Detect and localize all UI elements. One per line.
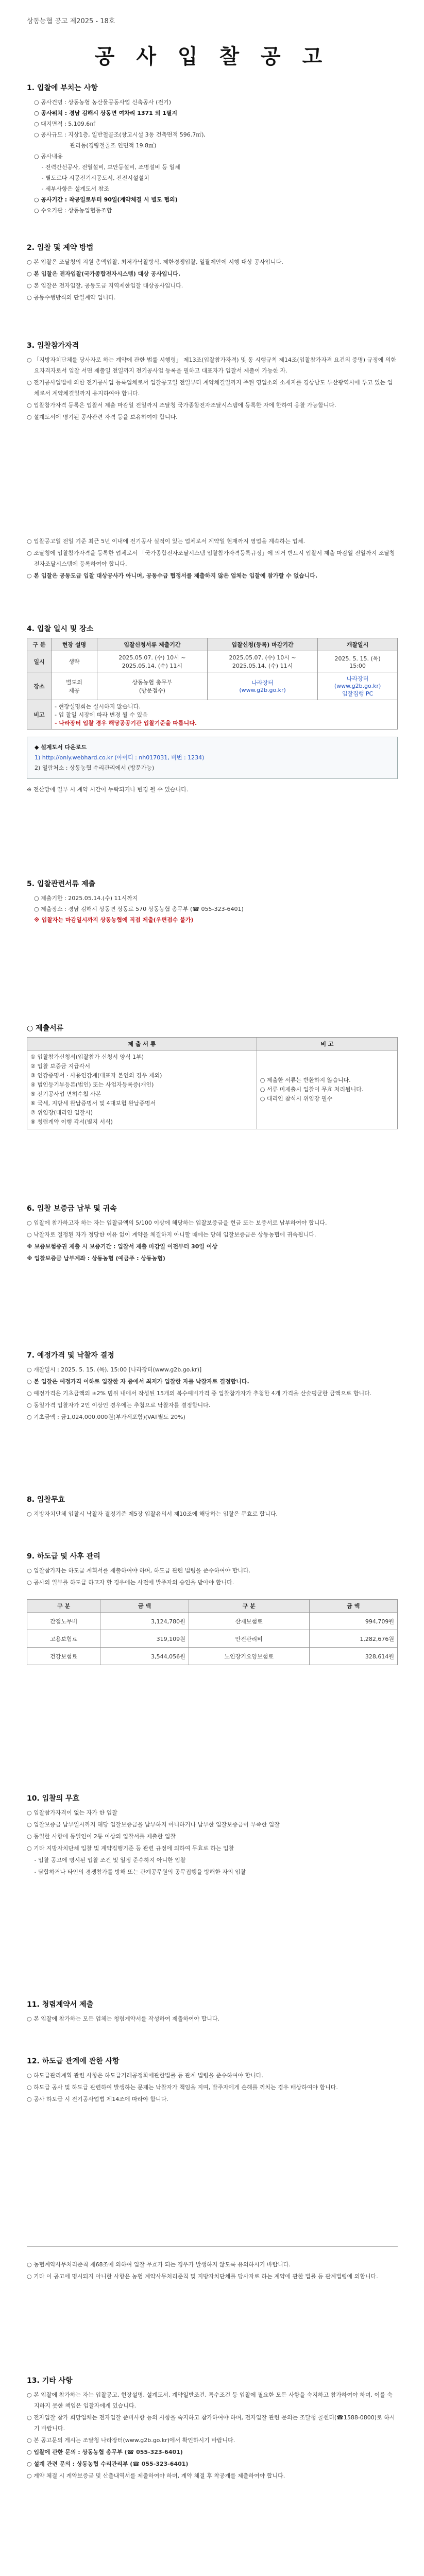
column-header: 구 분 [27,1600,100,1613]
list-item: 관리동(경량철골조 연면적 19.8㎡) [34,142,157,149]
paragraph: ○ 입찰참가자격 등록은 입찰서 제출 마감일 전일까지 조달청 국가종합전자조달시스템에 등록한 자에 한하여 응찰 가능합니다. [27,402,336,409]
list-item: - 전력간선공사, 전열설비, 보안등설비, 조명설비 등 일체 [34,164,180,171]
paragraph: ○ 입찰공고일 전일 기준 최근 5년 이내에 전기공사 실적이 있는 업체로서 계약일 현재까지 영업을 계속하는 업체. [27,538,306,545]
paragraph: ○ 공사의 일부를 하도급 하고자 할 경우에는 사전에 발주자의 승인을 받아야 합니다. [27,1579,234,1586]
documents-table [27,1037,398,1129]
paragraph: ○ 입찰에 참가하고자 하는 자는 입찰금액의 5/100 이상에 해당하는 입찰보증금을 현금 또는 보증서로 납부하여야 합니다. [27,1219,327,1226]
section-heading: 11. 청렴계약서 제출 [27,2001,94,2009]
paragraph: ○ 개찰일시 : 2025. 5. 15. (목), 15:00 [나라장터(www.g2b.go.kr)] [27,1366,202,1373]
list-item: ○ 대지면적 : 5,109.6㎡ [34,121,96,127]
column-header: 제 출 서 류 [27,1038,257,1050]
section-other [27,2375,398,2482]
list-item: ○ 공사건명 : 상동농협 농산물공동사업 신축공사 (전기) [34,99,172,106]
paragraph: ○ 기타 지방자치단체 입찰 및 계약집행기준 등 관련 규정에 의하여 무효로 하는 입찰 [27,1845,234,1852]
paragraph: ○ 기타 이 공고에 명시되지 아니한 사항은 농협 계약사무처리준칙 및 지방자치단체를 당사자로 하는 계약에 관한 법률 등 관계법령에 의합니다. [27,2273,378,2280]
table-cell [52,700,398,730]
download-heading: ◆ 설계도서 다운로드 [35,744,87,751]
list-item: ⑧ 청렴계약 이행 각서(별지 서식) [30,1118,113,1125]
table-cell [27,1050,257,1129]
paragraph: ※ 입찰보증금 납부계좌 : 상동농협 (예금주 : 상동농협) [27,1255,165,1262]
section-deposit [27,1203,398,1265]
note-text: ※ 전산망에 일부 시 계약 시간이 누락되거나 변경 될 수 있습니다. [27,786,189,793]
paragraph: ○ 예정가격은 기초금액의 ±2% 범위 내에서 작성된 15개의 복수예비가격 중 입찰참가자가 추첨한 4개 가격을 산술평균한 금액으로 합니다. [27,1390,372,1397]
section-notice [27,2259,398,2283]
table-cell: 별도의 제공 [52,672,97,700]
table-cell: 나라장터 (www.g2b.go.kr) 입찰집행 PC [318,672,398,700]
section-documents [27,1023,398,1129]
section-qualification [27,340,398,423]
table-cell: 2025.05.07. (수) 10시 ~ 2025.05.14. (수) 11시 [97,651,207,672]
section-heading: 9. 하도급 및 사후 관리 [27,1552,100,1561]
list-item: ○ 공사위치 : 경남 김해시 상동면 여차리 1371 외 1필지 [34,110,177,116]
column-header: 개찰일시 [318,638,398,651]
column-header: 입찰신청(등록) 마감기간 [207,638,317,651]
note-line: - 현장설명회는 실시하지 않습니다. [55,703,141,710]
section-heading: 7. 예정가격 및 낙찰자 결정 [27,1351,114,1360]
section-heading: ○ 제출서류 [27,1024,64,1032]
section-heading: 8. 입찰무효 [27,1496,65,1504]
section-invalid-bids [27,1793,398,1878]
cost-table [27,1599,398,1665]
table-cell: 노인장기요양보험료 [189,1648,309,1665]
row-header: 장소 [27,672,52,700]
paragraph: ○ 입찰참가자는 하도급 계획서를 제출하여야 하며, 하도급 관련 법령을 준수하여야 합니다. [27,1567,251,1574]
table-cell: 3,544,056원 [100,1648,189,1665]
section-heading: 6. 입찰 보증금 납부 및 귀속 [27,1205,117,1213]
download-place: 2) 열람처소 : 상동농협 수리관리에서 (방문가능) [35,765,155,771]
paragraph: ○ 기초금액 : 금1,024,000,000원(부가세포함)(VAT별도 20%) [27,1414,185,1420]
section-subcontract-relations [27,2056,398,2106]
section-subcontract [27,1551,398,1665]
note-line: ○ 서류 미제출시 입찰이 무효 처리됩니다. [260,1086,364,1093]
divider [27,2246,398,2247]
list-item: ○ 공사기간 : 착공일로부터 90일(계약체결 시 별도 협의) [34,196,178,203]
section-heading: 13. 기타 사항 [27,2377,73,2385]
section-items [27,82,398,216]
section-heading: 2. 입찰 및 계약 방법 [27,244,94,252]
paragraph: ○ 입찰참가자격이 없는 자가 한 입찰 [27,1809,117,1816]
section-invalid [27,1494,398,1520]
paragraph: ※ 보증보험증권 제출 시 보증기간 : 입찰서 제출 마감일 이전부터 30일 이상 [27,1243,218,1250]
row-header: 일시 [27,651,52,672]
table-cell: 994,709원 [309,1613,397,1630]
table-cell: 생략 [52,651,97,672]
paragraph: - 입찰 공고에 명시된 입찰 조건 및 일정 준수하지 아니한 입찰 [27,1857,186,1863]
list-item: ○ 공사내용 [34,153,63,160]
list-item: ○ 수요기관 : 상동농업협동조합 [34,207,112,214]
table-cell: 고용보험료 [27,1630,100,1648]
list-item: ① 입찰참가신청서(입찰참가 신청서 양식 1부) [30,1054,144,1060]
section-heading: 3. 입찰참가자격 [27,342,79,350]
paragraph: ○ 「지방자치단체를 당사자로 하는 계약에 관한 법률 시행령」 제13조(입찰참가자격) 및 동 시행규칙 제14조(입찰참가자격 요건의 증명) 규정에 의한 요자격자로서 입찰 서면 제출일 전일까지 전기공사업 등록을 필하고 대표자가 입찰서 제출이 가능한 자. [27,357,397,374]
table-cell: 상동농협 총무부 (방문접수) [97,672,207,700]
list-item: ○ 공사규모 : 지상1층, 일반철골조(창고시설 3동 건축면적 596.7㎡), [34,131,206,138]
list-item: ⑤ 전기공사업 면허수첩 사본 [30,1091,101,1097]
table-cell: 건강보험료 [27,1648,100,1665]
paragraph: ○ 설계 관련 문의 : 상동농협 수리관리부 (☎ 055-323-6401) [27,2461,189,2467]
paragraph: ○ 낙찰자로 결정된 자가 정당한 이유 없이 계약을 체결하지 아니할 때에는 당해 입찰보증금은 상동농협에 귀속됩니다. [27,1231,316,1238]
paragraph: ○ 입찰보증금 납부일시까지 해당 입찰보증금을 납부하지 아니하거나 납부한 입찰보증금이 부족한 입찰 [27,1821,280,1828]
table-cell: 나라장터 (www.g2b.go.kr) [207,672,317,700]
paragraph: ○ 본 입찰은 전자입찰(국가종합전자시스템) 대상 공사입니다. [27,270,181,277]
paragraph: ○ 본 입찰은 예정가격 이하로 입찰한 자 중에서 최저가 입찰한 자를 낙찰자로 결정합니다. [27,1378,249,1385]
note-line: - 나라장터 입찰 경우 해당공공기관 입찰기준을 따릅니다. [55,720,197,726]
list-item: ④ 법인등기부등본(법인) 또는 사업자등록증(개인) [30,1081,154,1088]
table-cell: 328,614원 [309,1648,397,1665]
table-cell: 산재보험료 [189,1613,309,1630]
row-header: 비고 [27,700,52,730]
list-item: ○ 제출기한 : 2025.05.14.(수) 11시까지 [34,895,138,902]
table-cell: 안전관리비 [189,1630,309,1648]
paragraph: ○ 본 공고문의 게시는 조달청 나라장터(www.g2b.go.kr)에서 확인하시기 바랍니다. [27,2437,235,2444]
paragraph: ○ 하도급 공사 및 하도급 관련하여 발생하는 문제는 낙찰자가 책임을 지며, 발주자에게 손해를 끼치는 경우 배상하여야 합니다. [27,2084,338,2091]
paragraph: ○ 본 입찰에 참가하는 자는 입찰공고, 현장설명, 설계도서, 계약일반조건, 특수조건 등 입찰에 필요한 모든 사항을 숙지하고 참가하여야 하며, 이를 숙지하지 못한 책임은 입찰자에게 있습니다. [27,2392,393,2409]
section-award [27,1350,398,1423]
paragraph: ○ 동일가격 입찰자가 2인 이상인 경우에는 추첨으로 낙찰자를 결정합니다. [27,1402,211,1409]
table-cell [257,1050,397,1129]
paragraph: ○ 설계도서에 명기된 공사관련 자격 등을 보유하여야 합니다. [27,414,178,420]
section-heading: 4. 입찰 일시 및 장소 [27,625,94,633]
note-line: ○ 대리인 참석시 위임장 필수 [260,1095,333,1102]
section-heading: 1. 입찰에 부치는 사항 [27,84,98,92]
section-heading: 12. 하도급 관계에 관한 사항 [27,2057,120,2065]
paragraph: ○ 공동수행방식의 단일계약 입니다. [27,294,116,301]
list-item: ② 입찰 보증금 지급각서 [30,1063,90,1070]
paragraph: ○ 본 입찰은 조달청의 지원 총액입찰, 최저가낙찰방식, 제한경쟁입찰, 일괄제안에 시행 대상 공사입니다. [27,259,283,265]
section-integrity [27,1999,398,2025]
table-cell: 2025. 5. 15. (목) 15:00 [318,651,398,672]
paragraph: ○ 동일한 사항에 동일인이 2통 이상의 입찰서를 제출한 입찰 [27,1833,176,1840]
paragraph: ○ 전기공사업법에 의한 전기공사업 등록업체로서 입찰공고일 전일부터 계약체결일까지 주된 영업소의 소재지를 경상남도 부산광역시에 두고 있는 업체로서 계약체결일까지 유지하여야 합니다. [27,379,393,397]
paragraph: ○ 본 입찰에 참가하는 모든 업체는 청렴계약서를 작성하여 제출하여야 합니다. [27,2015,219,2022]
paragraph: ○ 계약 체결 시 계약보증금 및 산출내역서를 제출하여야 하며, 계약 체결 후 착공계를 제출하여야 합니다. [27,2472,285,2479]
note-line: - 입 찰일 시장에 따라 변경 될 수 있음 [55,711,148,718]
notice-number: 상동농협 공고 제2025 - 18호 [27,18,115,25]
download-box [27,737,398,779]
list-item: - 별도로다 시공전기시공도서, 전전시설설치 [34,175,149,181]
list-item: - 세부사항은 설계도서 참조 [34,185,109,192]
table-cell: 2025.05.07. (수) 10시 ~ 2025.05.14. (수) 11시 [207,651,317,672]
section-heading: 5. 입찰관련서류 제출 [27,880,95,888]
column-header: 비 고 [257,1038,397,1050]
list-item: ※ 입찰자는 마감일시까지 상동농협에 직접 제출(우편접수 불가) [34,917,194,923]
paragraph: ○ 본 입찰은 공동도급 입찰 대상공사가 아니며, 공동수급 협정서를 제출하지 않은 업체는 입찰에 참가할 수 없습니다. [27,572,318,579]
section-heading: 10. 입찰의 무효 [27,1794,80,1803]
paragraph: ○ 하도급관리계획 관련 사항은 하도급거래공정화에관한법률 등 관계 법령을 준수하여야 합니다. [27,2072,263,2079]
paragraph: ○ 지방자치단체 입찰시 낙찰자 결정기준 제5장 입찰유의서 제10조에 해당하는 입찰은 무효로 합니다. [27,1511,278,1517]
section-schedule [27,623,398,795]
paragraph: ○ 공사 하도급 시 전기공사업법 제14조에 따라야 합니다. [27,2096,168,2103]
column-header: 구 분 [27,638,52,651]
table-cell: 1,282,676원 [309,1630,397,1648]
paragraph: ○ 전자입찰 참가 희망업체는 전자입찰 준비사항 등의 사항을 숙지하고 참가하여야 하며, 전자입찰 관련 문의는 조달청 콜센터(☎1588-0800)로 하시기 바랍니다. [27,2414,395,2432]
paragraph: - 담합하거나 타인의 경쟁참가를 방해 또는 관계공무원의 공무집행을 방해한 자의 입찰 [27,1869,246,1875]
paragraph: ○ 본 입찰은 전자입찰, 공동도급 지역제한입찰 대상공사입니다. [27,282,183,289]
download-link[interactable]: 1) http://only.webhard.co.kr (아이디 : nh017031, 비번 : 1234) [35,754,205,761]
page-title: 공 사 입 찰 공 고 [94,45,330,69]
column-header: 금 액 [100,1600,189,1613]
list-item: ⑥ 국세, 지방세 완납증명서 및 4대보험 완납증명서 [30,1100,156,1107]
table-cell: 간접노무비 [27,1613,100,1630]
table-cell: 3,124,780원 [100,1613,189,1630]
column-header: 입찰신청서류 제출기간 [97,638,207,651]
paragraph: ○ 조달청에 입찰참가자격을 등록한 업체로서 「국가종합전자조달시스템 입찰참가자격등록규정」에 의거 반드시 입찰서 제출 마감일 전일까지 조달청 전자조달시스템에 등록하여야 합니다. [27,550,395,567]
section-qualification-extra [27,536,398,582]
list-item: ⑦ 위임장(대리인 입찰시) [30,1109,93,1116]
schedule-table [27,638,398,730]
column-header: 현장 설명 [52,638,97,651]
section-method [27,242,398,304]
list-item: ○ 제출장소 : 경남 김해시 상동면 상동로 570 상동농협 총무부 (☎ 055-323-6401) [34,906,244,912]
table-cell: 319,109원 [100,1630,189,1648]
column-header: 구 분 [189,1600,309,1613]
section-submission [27,878,398,925]
list-item: ③ 인감증명서 · 사용인감계(대표자 본인의 경우 제외) [30,1072,162,1079]
paragraph: ○ 입찰에 관한 문의 : 상동농협 총무부 (☎ 055-323-6401) [27,2449,183,2455]
paragraph: ○ 농협계약사무처리준칙 제68조에 의하여 입찰 무효가 되는 경우가 발생하지 않도록 유의하시기 바랍니다. [27,2261,291,2268]
note-line: ○ 제출한 서류는 반환하지 않습니다. [260,1077,351,1083]
column-header: 금 액 [309,1600,397,1613]
